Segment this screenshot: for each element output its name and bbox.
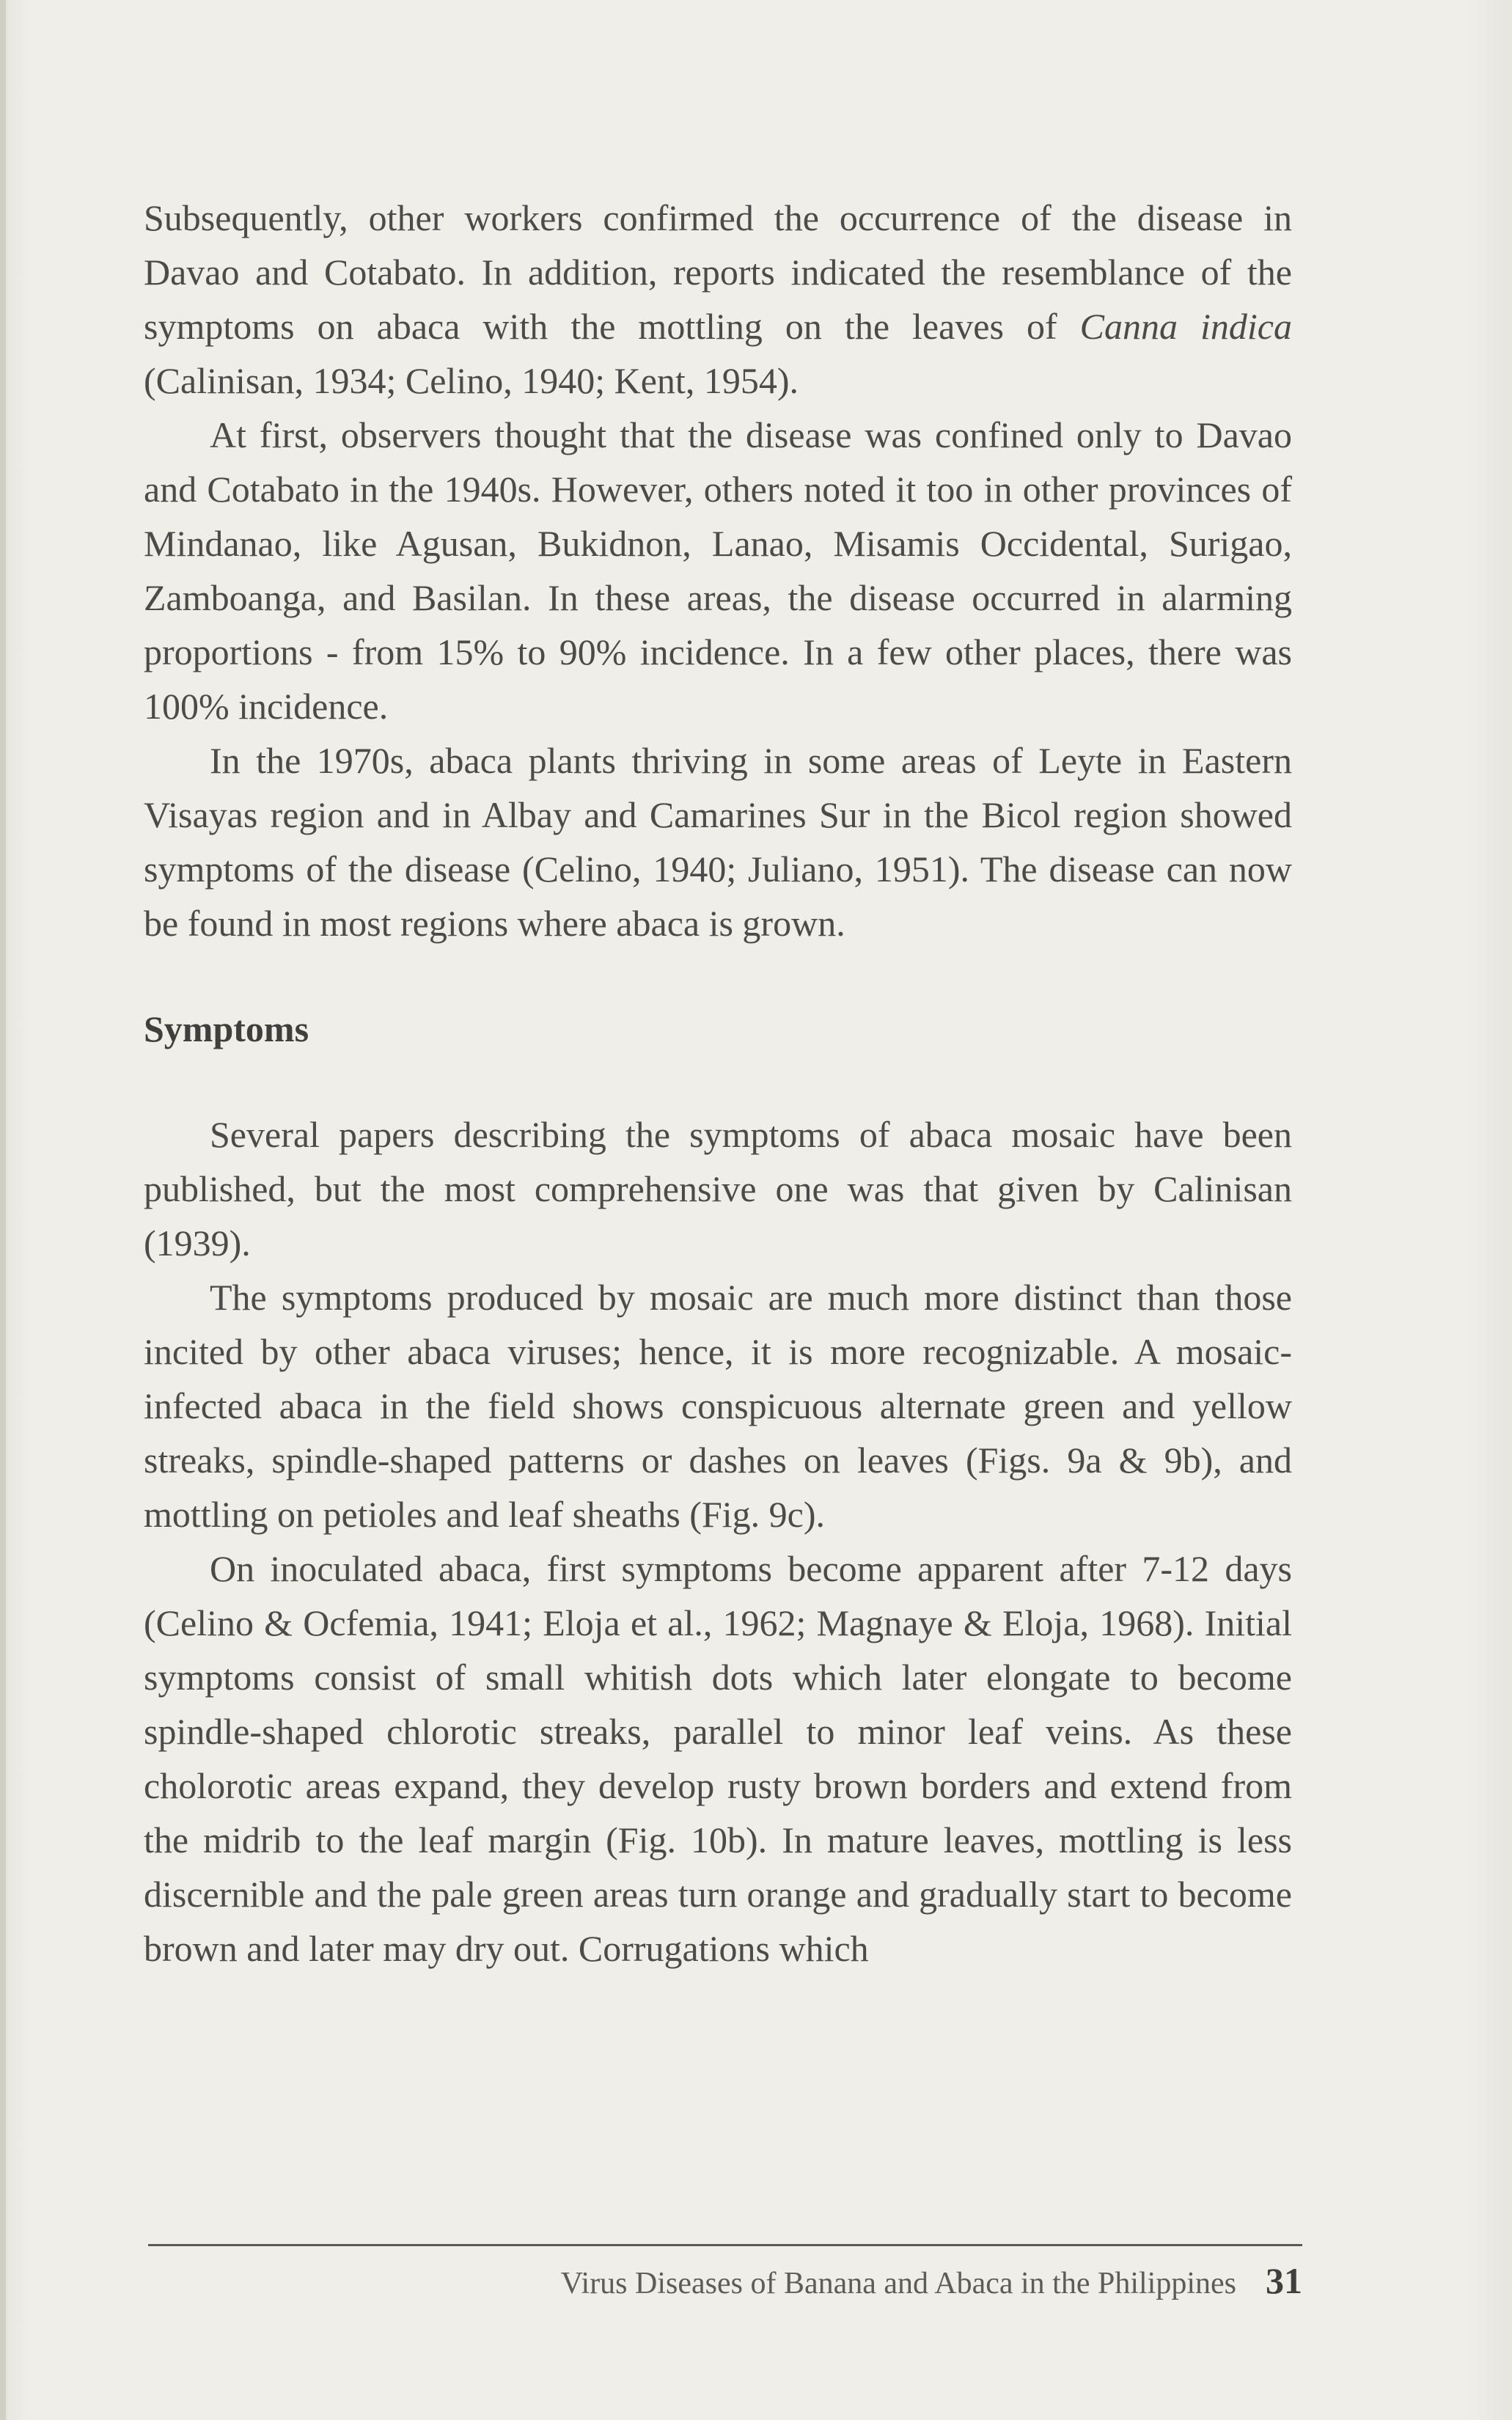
paragraph-1 (144, 191, 1292, 408)
section-heading: Symptoms (144, 1008, 309, 1049)
paragraph-1-start: Subsequently, other workers confirmed the occurrence of the disease in Davao and Cotabato. In addition, reports indicated the resemblance of the symptoms on abaca with the mottling on the leaves of (144, 197, 1292, 347)
body-text (144, 191, 1292, 1976)
running-title: Virus Diseases of Banana and Abaca in the Philippines (560, 2267, 1236, 2300)
paragraph-4: Several papers describing the symptoms of abaca mosaic have been published, but the most comprehensive one was that given by Calinisan (1939). (144, 1114, 1292, 1264)
paragraph-2: At first, observers thought that the disease was confined only to Davao and Cotabato in the 1940s. However, others noted it too in other provinces of Mindanao, like Agusan, Bukidnon, Lanao, Misamis Occidental, Surigao, Zamboanga, and Basilan. In these areas, the disease occurred in alarming proportions - from 15% to 90% incidence. In a few other places, there was 100% incidence. (144, 414, 1292, 727)
paragraph-3: In the 1970s, abaca plants thriving in some areas of Leyte in Eastern Visayas region and in Albay and Camarines Sur in the Bicol region showed symptoms of the disease (Celino, 1940; Juliano, 1951). The disease can now be found in most regions where abaca is grown. (144, 740, 1292, 944)
paragraph-6: On inoculated abaca, first symptoms become apparent after 7-12 days (Celino & Ocfemia, 1941; Eloja et al., 1962; Magnaye & Eloja, 1968). Initial symptoms consist of small whitish dots which later elongate to become spindle-shaped chlorotic streaks, parallel to minor leaf veins. As these cholorotic areas expand, they develop rusty brown borders and extend from the midrib to the leaf margin (Fig. 10b). In mature leaves, mottling is less discernible and the pale green areas turn orange and gradually start to become brown and later may dry out. Corrugations which (144, 1548, 1292, 1969)
page-footer (148, 2259, 1302, 2306)
paragraph-5: The symptoms produced by mosaic are much more distinct than those incited by other abaca viruses; hence, it is more recognizable. A mosaic-infected abaca in the field shows conspicuous alternate green and yellow streaks, spindle-shaped patterns or dashes on leaves (Figs. 9a & 9b), and mottling on petioles and leaf sheaths (Fig. 9c). (144, 1277, 1292, 1535)
page-number: 31 (1266, 2260, 1302, 2301)
paragraph-1-end: (Calinisan, 1934; Celino, 1940; Kent, 1954). (144, 360, 799, 401)
species-name: Canna indica (1079, 306, 1292, 347)
page-binding-edge (0, 0, 6, 2420)
footer-divider (148, 2244, 1302, 2246)
